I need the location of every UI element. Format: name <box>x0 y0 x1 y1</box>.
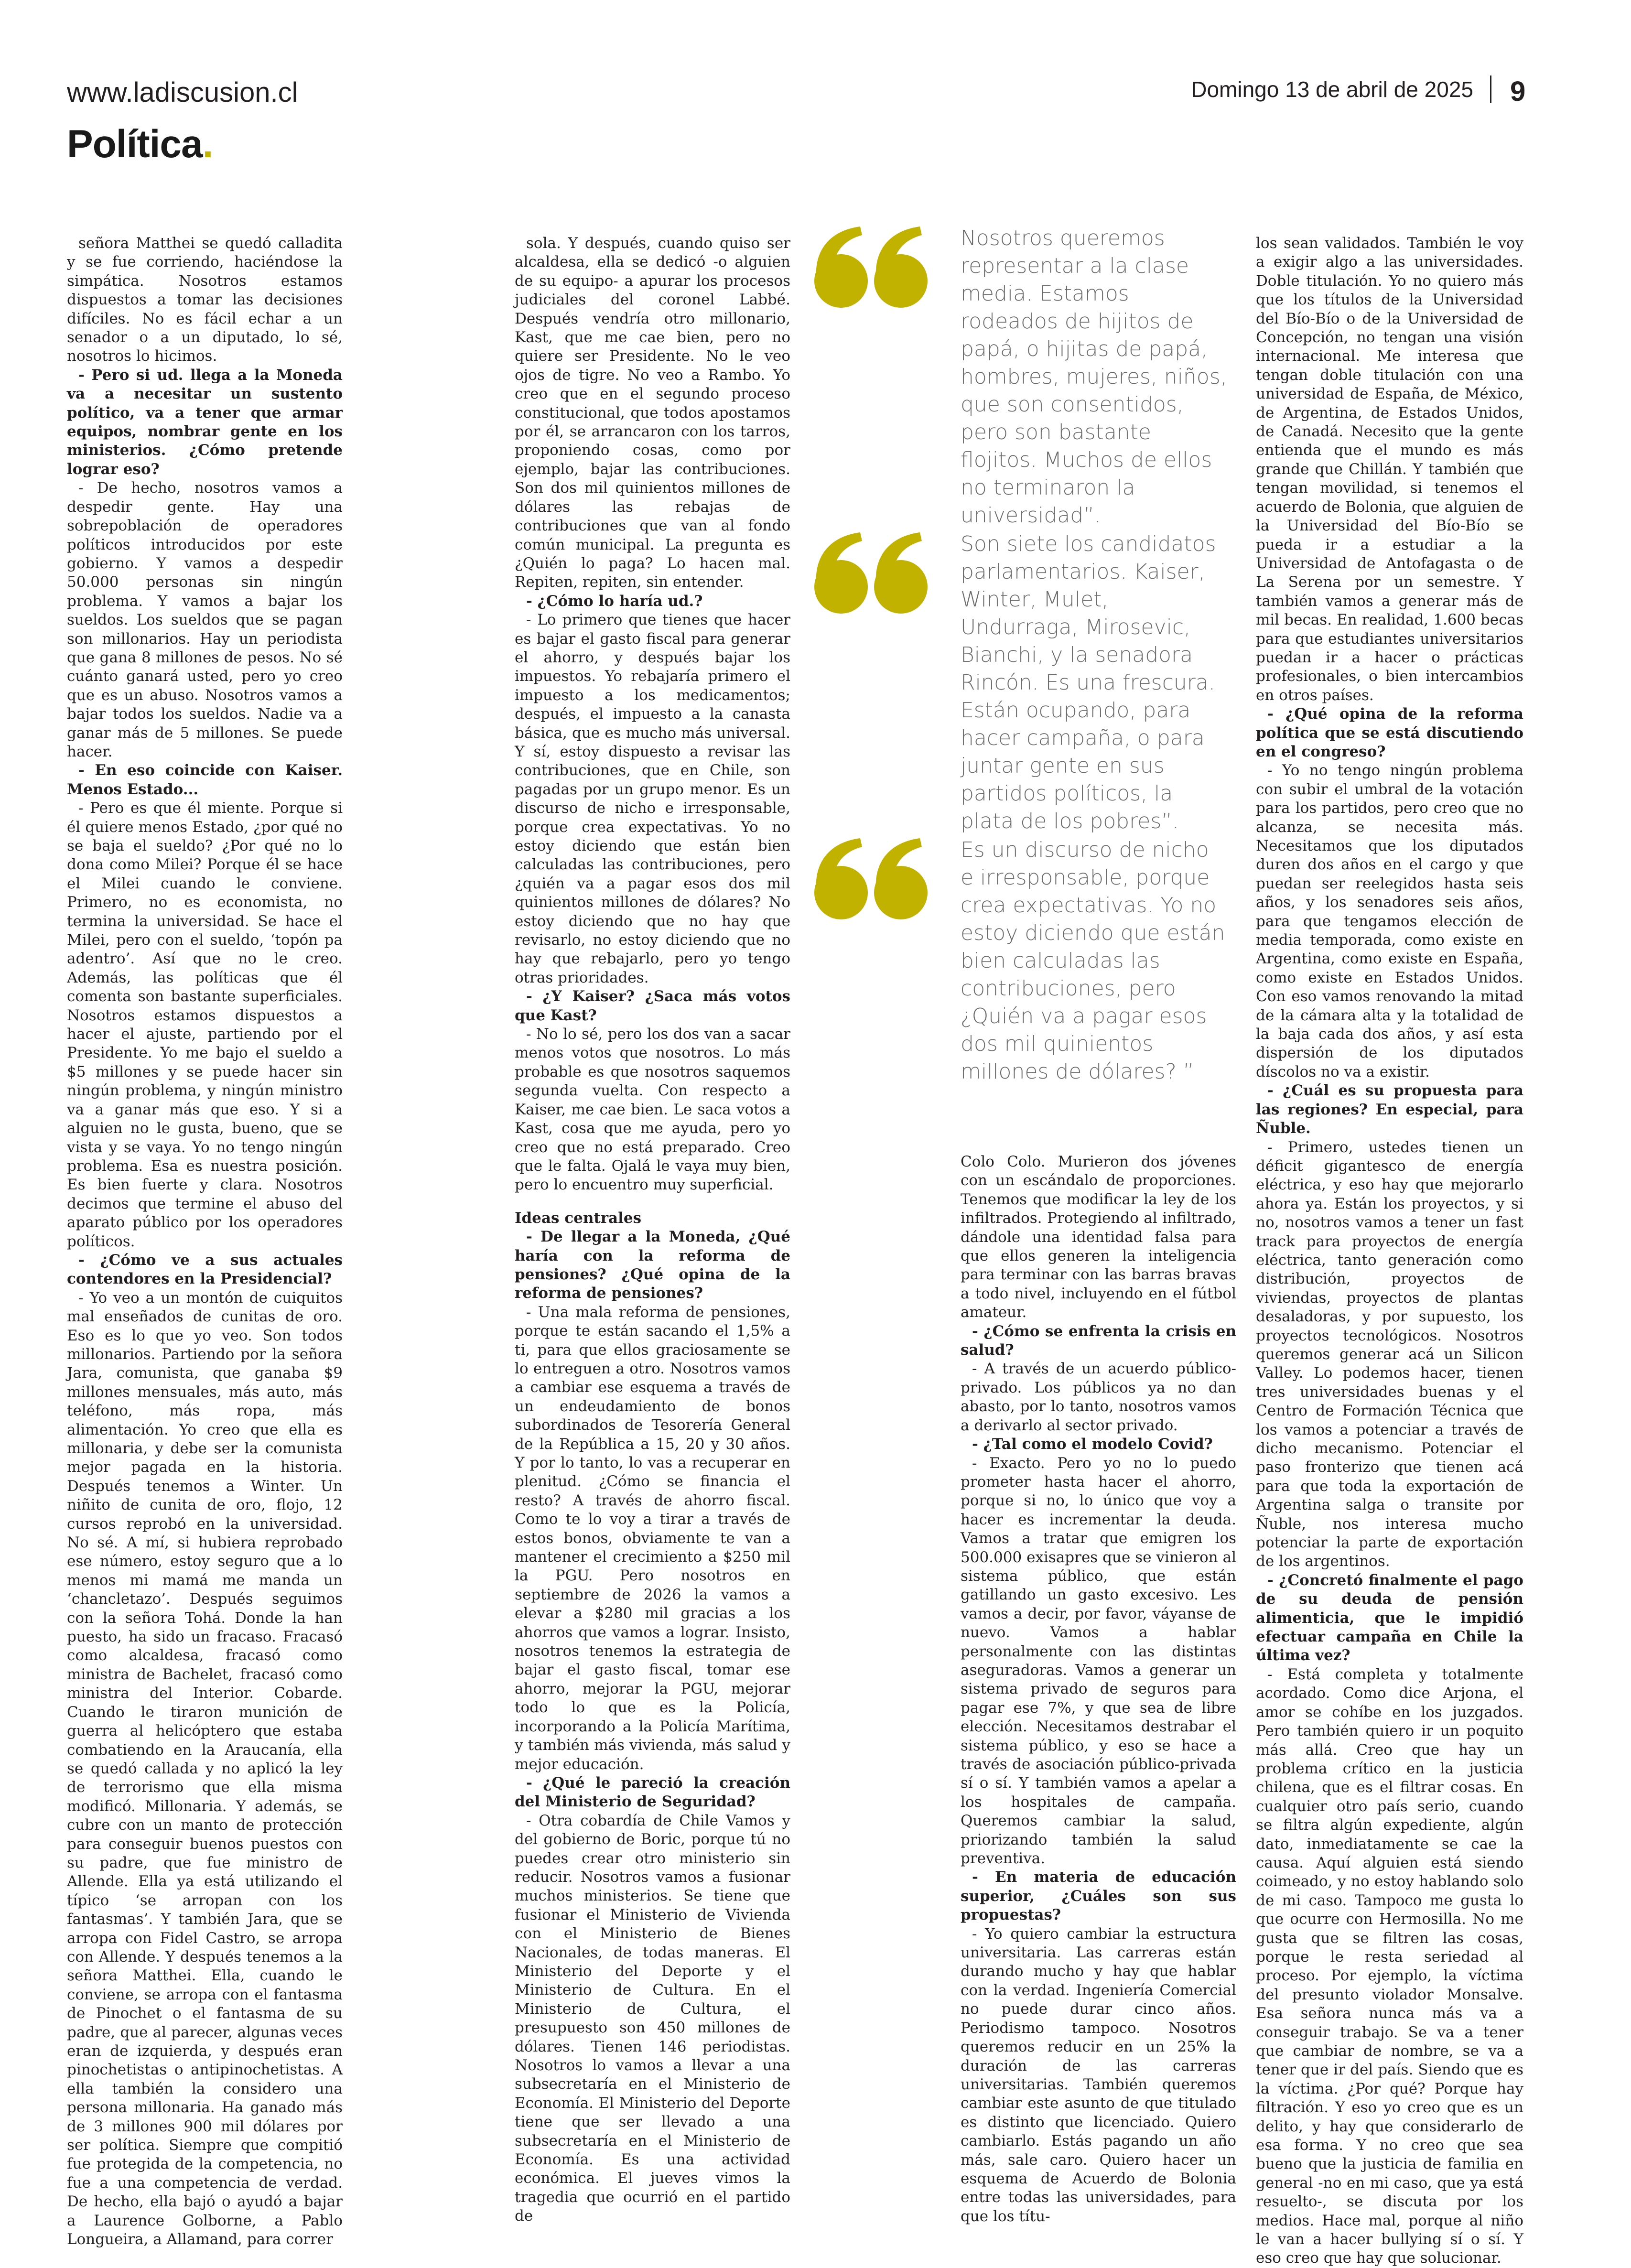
page-number: 9 <box>1510 76 1526 107</box>
header-divider <box>1490 76 1491 103</box>
site-url[interactable]: www.ladiscusion.cl <box>67 77 298 108</box>
interview-question: - ¿Cómo ve a sus actuales contendores en la Presidencial? <box>67 1251 343 1288</box>
interview-question: - ¿Cómo se enfrenta la crisis en salud? <box>961 1322 1236 1359</box>
body-paragraph: - Yo quiero cambiar la estructura universitaria. Las carreras están durando mucho y hay que hablar con la verdad. Ingeniería Comercial no puede durar cinco años. Periodismo tampoco. Nosotros queremos reducir en un 25% la duración de las carreras universitarias. También queremos cambiar este asunto de que titulado es distinto que licenciado. Quiero cambiarlo. Estás pagando un año más, sale caro. Quiero hacer un esquema de Acuerdo de Bolonia entre todas las universidades, para que los títu- <box>961 1925 1236 2225</box>
body-paragraph: - Una mala reforma de pensiones, porque te están sacando el 1,5% a ti, para que ellos graciosamente se lo entreguen a otro. Nosotros vamos a cambiar ese esquema a través de un endeudamiento de bonos subordinados de Tesorería General de la República a 15, 20 y 30 años. Y por lo tanto, lo vas a recuperar en plenitud. ¿Cómo se financia el resto? A través de ahorro fiscal. Como te lo voy a tirar a través de estos bonos, obviamente te van a mantener el crecimiento a $250 mil la PGU. Pero nosotros en septiembre de 2026 la vamos a elevar a $280 mil gracias a los ahorros que vamos a lograr. Insisto, nosotros tenemos la estrategia de bajar el gasto fiscal, tomar ese ahorro, mejorar la PGU, mejorar todo lo que es la Policía, incorporando a la Policía Marítima, y también más vivienda, más salud y mejor educación. <box>515 1303 790 1773</box>
pull-quote-text: Es un discurso de nicho e irresponsable, porque crea expectativas. Yo no estoy diciendo que están bien calculadas las contribuciones, pero ¿Quién va a pagar esos dos mil quinientos millones de dólares? ” <box>961 838 1225 1084</box>
quote-mark-icon <box>812 836 932 922</box>
section-label: Política <box>67 122 203 166</box>
pull-quote-text: Son siete los candidatos parlamentarios. Kaiser, Winter, Mulet, Undurraga, Mirosevic, Bianchi, y la senadora Rincón. Es una frescura. Están ocupando, para hacer campaña, o para juntar gente en sus partidos políticos, la plata de los pobres”. <box>961 532 1216 833</box>
body-paragraph: - De hecho, nosotros vamos a despedir gente. Hay una sobrepoblación de operadores políticos introducidos por este gobierno. Y vamos a despedir 50.000 personas sin ningún problema. Y vamos a bajar los sueldos. Los sueldos que se pagan son millonarios. Hay un periodista que gana 8 millones de pesos. No sé cuánto ganará usted, pero yo creo que es un abuso. Nosotros vamos a bajar todos los sueldos. Nadie va a ganar más de 5 millones. Se puede hacer. <box>67 479 343 760</box>
body-paragraph: - Otra cobardía de Chile Vamos y del gobierno de Boric, porque tú no puedes crear otro ministerio sin reducir. Nosotros vamos a fusionar muchos ministerios. Se tiene que fusionar el Ministerio de Vivienda con el Ministerio de Bienes Nacionales, de todas maneras. El Ministerio del Deporte y el Ministerio de Cultura. En el Ministerio de Cultura, el presupuesto son 450 millones de dólares. Tienen 146 periodistas. Nosotros lo vamos a llevar a una subsecretaría en el Ministerio de Economía. El Ministerio del Deporte tiene que ser llevado a una subsecretaría en el Ministerio de Economía. Es una actividad económica. El jueves vimos la tragedia que ocurrió en el partido de <box>515 1812 790 2225</box>
body-paragraph: sola. Y después, cuando quiso ser alcaldesa, ella se dedicó -o alguien de su equipo- a apurar los procesos judiciales del coronel Labbé. Después vendría otro millonario, Kast, que me cae bien, pero no quiere ser Presidente. No le veo ojos de tigre. No veo a Rambo. Yo creo que en el segundo proceso constitucional, que todos apostamos por él, se arrancaron con los tarros, proponiendo cosas, como por ejemplo, bajar las contribuciones. Son dos mil quinientos millones de dólares las rebajas de contribuciones que van al fondo común municipal. La pregunta es ¿Quién lo paga? Lo hacen mal. Repiten, repiten, sin entender. <box>515 235 790 591</box>
body-paragraph: - Yo veo a un montón de cuiquitos mal enseñados de cunitas de oro. Eso es lo que yo veo. Son todos millonarios. Partiendo por la señora Jara, comunista, que ganaba $9 millones mensuales, más auto, más teléfono, más ropa, más alimentación. Yo creo que ella es millonaria, y debe ser la comunista mejor pagada en la historia. Después tenemos a Winter. Un niñito de cunita de oro, flojo, 12 cursos reprobó en la universidad. No sé. A mí, si hubiera reprobado ese número, estoy seguro que a lo menos mi mamá me manda un ‘chancletazo’. Después seguimos con la señora Tohá. Donde la han puesto, ha sido un fracaso. Fracasó como alcaldesa, fracasó como ministra de Bachelet, fracasó como ministra del Interior. Cobarde. Cuando le tiraron munición de guerra al helicóptero que estaba combatiendo en la Araucanía, ella se quedó callada y no aplicó la ley de terrorismo que ella misma modificó. Millonaria. Y además, se cubre con un manto de protección para conseguir buenos puestos con su padre, que fue ministro de Allende. Ella ya está utilizando el típico ‘se arropan con los fantasmas’. Y también Jara, que se arropa con Fidel Castro, se arropa con Allende. Y después tenemos a la señora Matthei. Ella, cuando le conviene, se arropa con el fantasma de Pinochet o el fantasma de su padre, que al parecer, algunas veces eran de izquierda, y después eran pinochetistas o antipinochetistas. A ella también la considero una persona millonaria. Ha ganado más de 3 millones 900 mil dólares por ser política. Siempre que compitió fue protegida de la competencia, no fue a una competencia de verdad. De hecho, ella bajó o ayudó a bajar a Laurence Golborne, a Pablo Longueira, a Allamand, para correr <box>67 1289 343 2248</box>
interview-question: - ¿Tal como el modelo Covid? <box>972 1436 1213 1453</box>
pull-quote-text: Nosotros queremos representar a la clase media. Estamos rodeados de hijitos de papá, o hijitas de papá, hombres, mujeres, niños, que son consentidos, pero son bastante flojitos. Muchos de ellos no terminaron la universidad”. <box>961 226 1227 528</box>
body-paragraph: - Lo primero que tienes que hacer es bajar el gasto fiscal para generar el ahorro, y después bajar los impuestos. Yo rebajaría primero el impuesto a los medicamentos; después, el impuesto a la canasta básica, que es mucho más universal. Y sí, estoy dispuesto a revisar las contribuciones, que en Chile, son pagadas por un grupo menor. Es un discurso de nicho e irresponsable, porque crea expectativas. Yo no estoy diciendo que están bien calculadas las contribuciones, pero ¿quién va a pagar esos dos mil quinientos millones de dólares? No estoy diciendo que no hay que revisarlo, no estoy diciendo que no hay que rebajarlo, pero yo tengo otras prioridades. <box>515 611 790 986</box>
article-column-3 <box>961 1153 1236 2226</box>
interview-question: - ¿Qué opina de la reforma política que se está discutiendo en el congreso? <box>1256 705 1523 760</box>
section-dot: . <box>202 122 213 166</box>
body-paragraph: los sean validados. También le voy a exigir algo a las universidades. Doble titulación. Yo no quiero más que los títulos de la Universidad del Bío-Bío o de la Universidad de Concepción, no tengan una visión internacional. Me interesa que tengan doble titulación con una universidad de España, de México, de Argentina, de Estados Unidos, de Canadá. Necesito que la gente entienda que el mundo es más grande que Chillán. Y también que tengan movilidad, si tenemos el acuerdo de Bolonia, que alguien de la Universidad del Bío-Bío se pueda ir a estudiar a la Universidad de Antofagasta o de La Serena por un semestre. Y también vamos a generar más de mil becas. En realidad, 1.600 becas para que estudiantes universitarios puedan ir a hacer o prácticas profesionales, o bien intercambios en otros países. <box>1256 235 1523 704</box>
quote-mark-icon <box>812 530 932 616</box>
body-paragraph: - Está completa y totalmente acordado. Como dice Arjona, el amor se cohíbe en los juzgados. Pero también quiero ir un poquito más allá. Creo que hay un problema crítico en la justicia chilena, que es el filtrar cosas. En cualquier otro país serio, cuando se filtra algún expediente, algún dato, inmediatamente se cae la causa. Aquí alguien está siendo coimeado, y no estoy hablando solo de mi caso. Tampoco me gusta lo que ocurre con Hermosilla. No me gusta que se filtren las cosas, porque le resta seriedad al proceso. Por ejemplo, la víctima del presunto violador Monsalve. Esa señora nunca más va a conseguir trabajo. Se va a tener que cambiar de nombre, se va a tener que ir del país. Siendo que es la víctima. ¿Por qué? Porque hay filtración. Y eso yo creo que es un delito, y hay que considerarlo de esa forma. Y no creo que sea bueno que la justicia de familia en general -no en mi caso, que ya está resuelto-, se discuta por los medios. Hace mal, porque al niño le van a hacer bullying sí o sí. Y eso creo que hay que solucionar. <box>1256 1665 1523 2267</box>
interview-question: - ¿Cómo lo haría ud.? <box>526 592 703 610</box>
interview-question: - ¿Qué le pareció la creación del Ministerio de Seguridad? <box>515 1774 790 1811</box>
interview-question: - En eso coincide con Kaiser. Menos Estado... <box>67 762 343 798</box>
interview-question: - ¿Concretó finalmente el pago de su deuda de pensión alimenticia, que le impidió efectuar campaña en Chile la última vez? <box>1256 1571 1523 1664</box>
article-column-2 <box>515 234 790 2226</box>
interview-question: - De llegar a la Moneda, ¿Qué haría con la reforma de pensiones? ¿Qué opina de la reforma de pensiones? <box>515 1228 790 1302</box>
body-paragraph: - No lo sé, pero los dos van a sacar menos votos que nosotros. Lo más probable es que nosotros saquemos segunda vuelta. Con respecto a Kaiser, me cae bien. Le saca votos a Kast, cosa que me ayuda, pero yo creo que no está preparado. Creo que le falta. Ojalá le vaya muy bien, pero lo encuentro muy superficial. <box>515 1026 790 1194</box>
body-paragraph: - Pero es que él miente. Porque si él quiere menos Estado, ¿por qué no se baja el sueldo? ¿Por qué no lo dona como Milei? Porque él se hace el Milei cuando le conviene. Primero, no es economista, no termina la universidad. Se hace el Milei, pero con el sueldo, ‘topón pa adentro’. Así que no le creo. Además, las políticas que él comenta son bastante superficiales. Nosotros estamos dispuestos a hacer el ajuste, partiendo por el Presidente. Yo me bajo el sueldo a $5 millones y se puede hacer sin ningún problema, y ningún ministro va a ganar más que eso. Y si a alguien no le gusta, bueno, que se vista y se vaya. Yo no tengo ningún problema. Esa es nuestra posición. Es bien fuerte y clara. Nosotros decimos que termine el abuso del aparato público por los operadores políticos. <box>67 799 343 1250</box>
interview-question: - ¿Cuál es su propuesta para las regiones? En especial, para Ñuble. <box>1256 1082 1523 1137</box>
body-paragraph: señora Matthei se quedó calladita y se fue corriendo, haciéndose la simpática. Nosotros estamos dispuestos a tomar las decisiones difíciles. No es fácil echar a un senador o a un diputado, lo sé, nosotros lo hicimos. <box>67 235 343 365</box>
body-paragraph: - Primero, ustedes tienen un déficit gigantesco de energía eléctrica, y eso hay que mejorarlo ahora ya. Están los proyectos, y si no, nosotros vamos a tener un fast track para proyectos de energía eléctrica, tanto generación como distribución, proyectos de viviendas, proyectos de plantas desaladoras, y por supuesto, los proyectos tecnológicos. Nosotros queremos generar acá un Silicon Valley. Lo podemos hacer, tienen tres universidades buenas y el Centro de Formación Técnica que los vamos a potenciar a través de dicho mecanismo. Potenciar el paso fronterizo que tienen acá para que toda la exportación de Argentina salga o transite por Ñuble, nos interesa mucho potenciar la parte de exportación de los argentinos. <box>1256 1138 1523 1570</box>
body-paragraph: - Exacto. Pero yo no lo puedo prometer hasta hacer el ahorro, porque si no, lo único que voy a hacer es incrementar la deuda. Vamos a tratar que emigren los 500.000 exisapres que se vinieron al sistema público, que están gatillando un gasto excesivo. Les vamos a decir, por favor, váyanse de nuevo. Vamos a hablar personalmente con las distintas aseguradoras. Vamos a generar un sistema privado de seguros para pagar ese 7%, y que sea de libre elección. Necesitamos destrabar el sistema público, y eso se hace a través de asociación público-privada sí o sí. Y también vamos a apelar a los hospitales de campaña. Queremos cambiar la salud, priorizando también la salud preventiva. <box>961 1454 1236 1868</box>
subheading: Ideas centrales <box>515 1209 642 1227</box>
interview-question: - En materia de educación superior, ¿Cuáles son sus propuestas? <box>961 1868 1236 1924</box>
article-column-1 <box>67 234 343 2249</box>
interview-question: - ¿Y Kaiser? ¿Saca más votos que Kast? <box>515 988 790 1024</box>
body-paragraph: Colo Colo. Murieron dos jóvenes con un escándalo de proporciones. Tenemos que modificar la ley de los infiltrados. Protegiendo al infiltrado, dándole una identidad falsa para que ellos generen la inteligencia para terminar con las barras bravas a todo nivel, incluyendo en el fútbol amateur. <box>961 1153 1236 1321</box>
quote-mark-icon <box>812 225 932 311</box>
issue-date: Domingo 13 de abril de 2025 <box>1191 77 1473 102</box>
section-title <box>67 122 213 167</box>
body-paragraph: - Yo no tengo ningún problema con subir el umbral de la votación para los partidos, pero creo que no alcanza, se necesita más. Necesitamos que los diputados duren dos años en el cargo y que puedan ser reelegidos hasta seis años, y los senadores seis años, para que tengamos elección de media temporada, como existe en Argentina, como existe en España, como existe en Estados Unidos. Con eso vamos renovando la mitad de la cámara alta y la totalidad de la baja cada dos años, y así esta dispersión de los diputados díscolos no va a existir. <box>1256 762 1523 1080</box>
article-column-4 <box>1256 234 1523 2268</box>
body-paragraph: - A través de un acuerdo público-privado. Los públicos ya no dan abasto, por lo tanto, nosotros vamos a derivarlo al sector privado. <box>961 1360 1236 1434</box>
interview-question: - Pero si ud. llega a la Moneda va a necesitar un sustento político, va a tener que armar equipos, nombrar gente en los ministerios. ¿Cómo pretende lograr eso? <box>67 366 343 478</box>
